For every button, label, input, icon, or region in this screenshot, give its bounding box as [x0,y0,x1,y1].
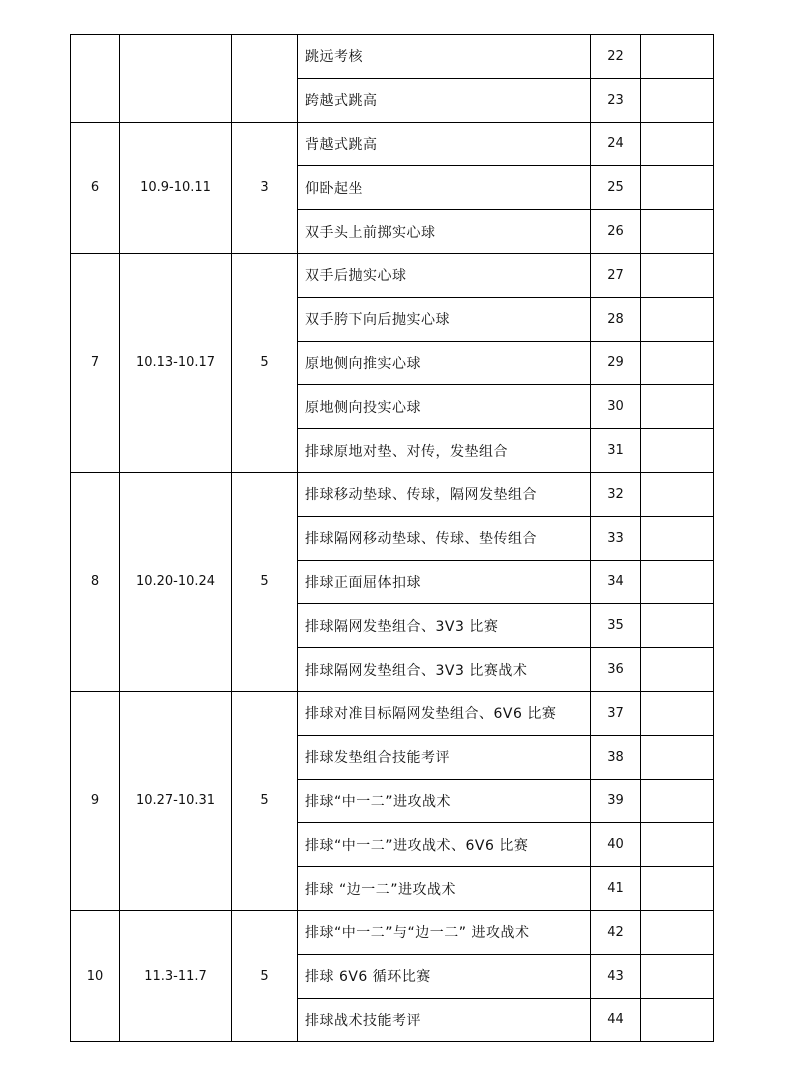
lesson-number-cell: 35 [591,604,641,648]
note-cell [641,604,714,648]
note-cell [641,166,714,210]
table-row [71,910,714,954]
lesson-content-cell: 背越式跳高 [298,122,591,166]
lesson-number-cell: 24 [591,122,641,166]
lesson-number-cell: 30 [591,385,641,429]
lesson-content-cell: 排球隔网发垫组合、3V3 比赛 [298,604,591,648]
note-cell [641,429,714,473]
note-cell [641,297,714,341]
lesson-number-cell: 34 [591,560,641,604]
note-cell [641,823,714,867]
lesson-number-cell: 36 [591,648,641,692]
table-row [71,253,714,297]
teaching-schedule-table [70,34,714,1042]
table-row [71,472,714,516]
hours-cell: 5 [232,472,298,691]
lesson-content-cell: 排球对准目标隔网发垫组合、6V6 比赛 [298,691,591,735]
note-cell [641,998,714,1042]
note-cell [641,341,714,385]
date-range-cell: 10.20-10.24 [120,472,232,691]
lesson-number-cell: 29 [591,341,641,385]
hours-cell [232,35,298,123]
lesson-content-cell: 排球隔网发垫组合、3V3 比赛战术 [298,648,591,692]
lesson-content-cell: 双手头上前掷实心球 [298,210,591,254]
hours-cell: 5 [232,691,298,910]
week-cell: 7 [71,253,120,472]
lesson-content-cell: 排球战术技能考评 [298,998,591,1042]
lesson-number-cell: 40 [591,823,641,867]
lesson-number-cell: 37 [591,691,641,735]
table-body [71,35,714,1042]
note-cell [641,472,714,516]
hours-cell: 5 [232,253,298,472]
lesson-number-cell: 26 [591,210,641,254]
lesson-content-cell: 排球“中一二”进攻战术、6V6 比赛 [298,823,591,867]
lesson-content-cell: 仰卧起坐 [298,166,591,210]
week-cell: 9 [71,691,120,910]
lesson-number-cell: 28 [591,297,641,341]
lesson-content-cell: 双手胯下向后抛实心球 [298,297,591,341]
lesson-content-cell: 排球隔网移动垫球、传球、垫传组合 [298,516,591,560]
date-range-cell [120,35,232,123]
note-cell [641,35,714,79]
lesson-number-cell: 25 [591,166,641,210]
lesson-number-cell: 39 [591,779,641,823]
lesson-content-cell: 排球原地对垫、对传，发垫组合 [298,429,591,473]
note-cell [641,122,714,166]
lesson-number-cell: 41 [591,867,641,911]
date-range-cell: 10.9-10.11 [120,122,232,253]
note-cell [641,78,714,122]
note-cell [641,560,714,604]
note-cell [641,385,714,429]
lesson-number-cell: 38 [591,735,641,779]
week-cell [71,35,120,123]
lesson-content-cell: 排球 6V6 循环比赛 [298,954,591,998]
note-cell [641,735,714,779]
lesson-number-cell: 43 [591,954,641,998]
lesson-content-cell: 原地侧向投实心球 [298,385,591,429]
table-row [71,35,714,79]
week-cell: 8 [71,472,120,691]
note-cell [641,954,714,998]
lesson-content-cell: 跨越式跳高 [298,78,591,122]
lesson-number-cell: 23 [591,78,641,122]
lesson-number-cell: 44 [591,998,641,1042]
lesson-content-cell: 原地侧向推实心球 [298,341,591,385]
week-cell: 6 [71,122,120,253]
lesson-number-cell: 22 [591,35,641,79]
date-range-cell: 11.3-11.7 [120,910,232,1041]
lesson-content-cell: 排球 “边一二”进攻战术 [298,867,591,911]
lesson-number-cell: 32 [591,472,641,516]
hours-cell: 5 [232,910,298,1041]
date-range-cell: 10.27-10.31 [120,691,232,910]
table-row [71,691,714,735]
hours-cell: 3 [232,122,298,253]
lesson-content-cell: 排球发垫组合技能考评 [298,735,591,779]
note-cell [641,516,714,560]
table-row [71,122,714,166]
lesson-content-cell: 双手后抛实心球 [298,253,591,297]
lesson-content-cell: 排球“中一二”进攻战术 [298,779,591,823]
lesson-number-cell: 33 [591,516,641,560]
week-cell: 10 [71,910,120,1041]
note-cell [641,910,714,954]
lesson-content-cell: 排球移动垫球、传球，隔网发垫组合 [298,472,591,516]
date-range-cell: 10.13-10.17 [120,253,232,472]
lesson-number-cell: 31 [591,429,641,473]
note-cell [641,691,714,735]
note-cell [641,253,714,297]
lesson-content-cell: 排球“中一二”与“边一二” 进攻战术 [298,910,591,954]
note-cell [641,648,714,692]
note-cell [641,867,714,911]
lesson-content-cell: 排球正面屈体扣球 [298,560,591,604]
lesson-number-cell: 27 [591,253,641,297]
lesson-content-cell: 跳远考核 [298,35,591,79]
note-cell [641,210,714,254]
note-cell [641,779,714,823]
lesson-number-cell: 42 [591,910,641,954]
